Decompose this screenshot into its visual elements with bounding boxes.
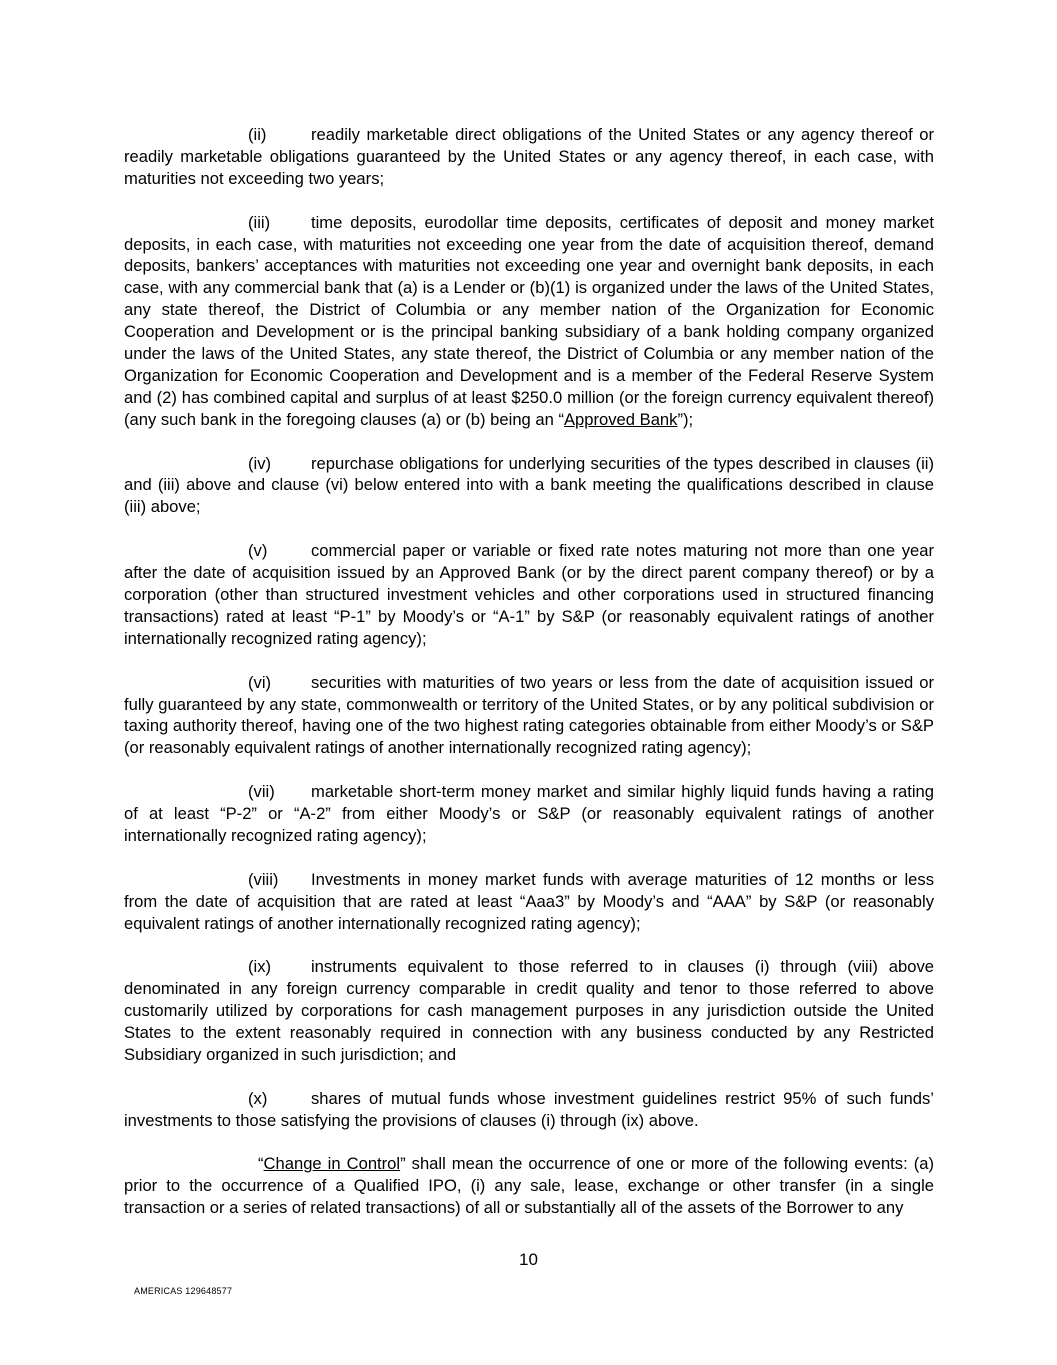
- clause-text: marketable short-term money market and similar highly liquid funds having a rating of at least “P-2” or “A-2” from either Moody’s or S&P (or reasonably equivalent ratings of another internationally recognized rating agency);: [124, 782, 934, 845]
- clause-iii: [124, 212, 934, 431]
- clause-x: [124, 1088, 934, 1132]
- clause-number: (iv): [248, 453, 272, 473]
- footer-document-id: AMERICAS 129648577: [134, 1286, 233, 1296]
- clause-number: (viii): [248, 869, 279, 889]
- clause-ix: [124, 956, 934, 1066]
- clause-text: readily marketable direct obligations of the United States or any agency thereof or readily marketable obligations guaranteed by the United States or any agency thereof, in each case, with maturities not exceeding two years;: [124, 125, 934, 188]
- clause-number: (vii): [248, 782, 275, 802]
- clause-number: (x): [248, 1088, 268, 1108]
- clause-text: instruments equivalent to those referred to in clauses (i) through (viii) above denominated in any foreign currency comparable in credit quality and tenor to those referred to above customarily utilized by corporations for cash management purposes in any jurisdiction outside the United States to the extent reasonably required in connection with any business conducted by any Restricted Subsidiary organized in such jurisdiction; and: [124, 957, 934, 1064]
- clause-vi: [124, 672, 934, 760]
- clause-ii: [124, 124, 934, 190]
- clause-number: (ii): [248, 125, 267, 144]
- definition-change-in-control: [124, 1153, 934, 1219]
- clause-text: shares of mutual funds whose investment guidelines restrict 95% of such funds’ investments to those satisfying the provisions of clauses (i) through (ix) above.: [124, 1088, 934, 1130]
- clause-text: Investments in money market funds with average maturities of 12 months or less from the date of acquisition that are rated at least “Aaa3” by Moody’s and “AAA” by S&P (or reasonably equivalent ratings of another internationally recognized rating agency);: [124, 869, 934, 933]
- clause-text-end: ”);: [677, 409, 694, 429]
- clause-number: (v): [248, 541, 268, 561]
- clause-text: repurchase obligations for underlying securities of the types described in clauses (ii) and (iii) above and clause (vi) below entered into with a bank meeting the qualifications described in clause (iii) above;: [124, 453, 934, 517]
- defined-term-approved-bank: Approved Bank: [563, 409, 678, 429]
- clause-number: (iii): [248, 212, 271, 232]
- definition-text: ” shall mean the occurrence of one or more of the following events: (a) prior to the occurrence of a Qualified IPO, (i) any sale, lease, exchange or other transfer (in a single transaction or a series of related transactions) of all or substantially all of the assets of the Borrower to any: [124, 1154, 934, 1218]
- clause-text: time deposits, eurodollar time deposits, certificates of deposit and money market deposits, in each case, with maturities not exceeding one year from the date of acquisition thereof, demand deposits, bankers’ acceptances with maturities not exceeding one year and overnight bank deposits, in each case, with any commercial bank that (a) is a Lender or (b)(1) is organized under the laws of the United States, any state thereof, the District of Columbia or any member nation of the Organization for Economic Cooperation and Development or is the principal banking subsidiary of a bank holding company organized under the laws of the United States, any state thereof, the District of Columbia or any member nation of the Organization for Economic Cooperation and Development and is a member of the Federal Reserve System and (2) has combined capital and surplus of at least $250.0 million (or the foreign currency equivalent thereof) (any such bank in the foregoing clauses (a) or (b) being an “: [124, 212, 934, 429]
- defined-term-change-in-control: Change in Control: [263, 1154, 401, 1174]
- clause-text: securities with maturities of two years or less from the date of acquisition issued or fully guaranteed by any state, commonwealth or territory of the United States, or by any political subdivision or taxing authority thereof, having one of the two highest rating categories obtainable from either Moody’s or S&P (or reasonably equivalent ratings of another internationally recognized rating agency);: [124, 672, 934, 758]
- clause-v: [124, 540, 934, 650]
- page-number: 10: [519, 1250, 538, 1269]
- clause-vii: [124, 781, 934, 847]
- document-body: [124, 124, 934, 1241]
- open-quote: “: [258, 1154, 264, 1174]
- clause-iv: [124, 453, 934, 519]
- clause-number: (vi): [248, 672, 272, 692]
- clause-text: commercial paper or variable or fixed rate notes maturing not more than one year after the date of acquisition issued by an Approved Bank (or by the direct parent company thereof) or by a corporation (other than structured investment vehicles and other corporations used in structured financing transactions) rated at least “P-1” by Moody’s or “A-1” by S&P (or reasonably equivalent ratings of another internationally recognized rating agency);: [124, 541, 934, 648]
- clause-number: (ix): [248, 957, 272, 977]
- clause-viii: [124, 869, 934, 935]
